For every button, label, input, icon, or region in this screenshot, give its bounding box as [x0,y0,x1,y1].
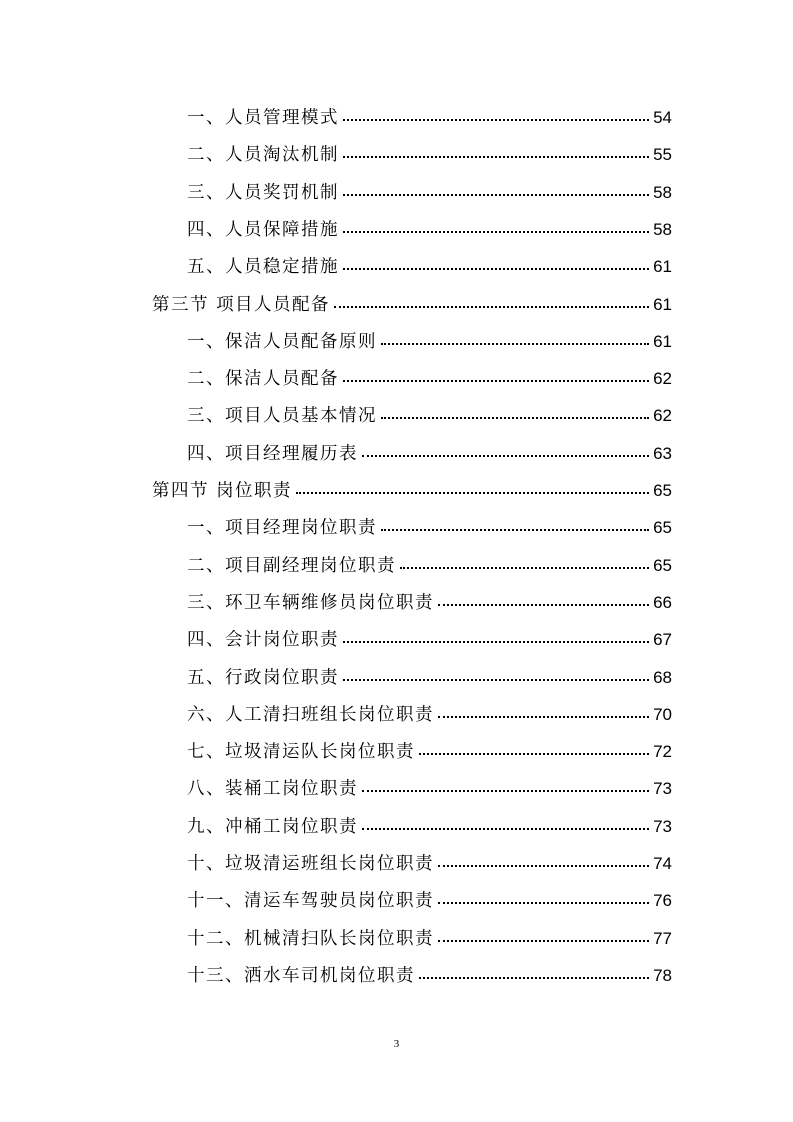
toc-dot-leader [419,753,649,755]
toc-entry-label: 一、项目经理岗位职责 [187,518,377,539]
toc-dot-leader [343,194,649,196]
toc-entry-page: 68 [653,667,672,687]
toc-entry-label: 第三节 项目人员配备 [152,294,331,315]
toc-entry[interactable] [187,179,672,216]
toc-entry[interactable] [152,477,672,514]
toc-entry-page: 58 [653,182,672,202]
toc-entry[interactable] [187,365,672,402]
toc-entry[interactable] [187,813,672,850]
toc-entry-page: 61 [653,331,672,351]
toc-dot-leader [362,790,649,792]
toc-entry-page: 58 [653,219,672,239]
toc-dot-leader [400,567,649,569]
toc-entry-page: 63 [653,443,672,463]
toc-dot-leader [381,417,649,419]
toc-entry-page: 78 [653,965,672,985]
toc-dot-leader [343,119,649,121]
toc-entry-page: 73 [653,816,672,836]
toc-entry-page: 62 [653,406,672,426]
toc-entry-page: 74 [653,854,672,873]
toc-entry-label: 四、人员保障措施 [187,219,339,240]
toc-entry[interactable] [187,440,672,477]
toc-entry-page: 67 [653,630,672,650]
toc-dot-leader [334,306,649,308]
toc-dot-leader [438,902,649,904]
toc-entry[interactable] [187,775,672,812]
toc-entry[interactable] [187,104,672,141]
toc-entry[interactable] [187,701,672,738]
toc-entry[interactable] [187,664,672,701]
toc-entry-page: 61 [653,294,672,314]
toc-entry-page: 77 [653,928,672,948]
toc-entry-label: 十二、机械清扫队长岗位职责 [187,928,434,949]
toc-dot-leader [362,455,649,457]
toc-dot-leader [343,231,649,233]
toc-entry[interactable] [187,514,672,551]
toc-entry-label: 七、垃圾清运队长岗位职责 [187,742,415,763]
toc-entry-label: 三、人员奖罚机制 [187,182,339,203]
toc-entry-label: 六、人工清扫班组长岗位职责 [187,704,434,725]
toc-entry[interactable] [187,589,672,626]
toc-entry-page: 62 [653,369,672,389]
toc-entry-page: 55 [653,145,672,165]
toc-entry-label: 第四节 岗位职责 [152,481,293,501]
toc-entry-page: 54 [653,108,672,127]
toc-entry-page: 76 [653,891,672,911]
toc-entry[interactable] [187,328,672,365]
toc-entry[interactable] [187,738,672,775]
toc-dot-leader [343,679,649,681]
toc-entry-label: 四、项目经理履历表 [187,443,358,464]
toc-entry[interactable] [187,552,672,589]
toc-entry-label: 一、人员管理模式 [187,108,339,128]
toc-dot-leader [296,492,649,494]
toc-entry-page: 70 [653,704,672,724]
toc-entry-label: 二、人员淘汰机制 [187,145,339,166]
toc-entry[interactable] [187,253,672,290]
toc-dot-leader [362,828,649,830]
toc-entry-label: 三、环卫车辆维修员岗位职责 [187,592,434,613]
toc-entry[interactable] [187,402,672,439]
toc-dot-leader [381,343,649,345]
toc-entry-page: 65 [653,481,672,500]
toc-entry-label: 二、项目副经理岗位职责 [187,555,396,576]
toc-entry-label: 二、保洁人员配备 [187,369,339,390]
toc-dot-leader [381,529,649,531]
toc-entry-label: 一、保洁人员配备原则 [187,331,377,352]
toc-entry[interactable] [152,291,672,328]
toc-entry-page: 65 [653,518,672,538]
toc-entry-label: 十、垃圾清运班组长岗位职责 [187,854,434,874]
toc-dot-leader [438,716,649,718]
toc-entry-label: 十一、清运车驾驶员岗位职责 [187,891,434,912]
toc-dot-leader [343,641,649,643]
toc-entry[interactable] [187,626,672,663]
page-number: 3 [393,1038,400,1050]
toc-entry-page: 66 [653,592,672,612]
toc-entry[interactable] [187,887,672,924]
toc-entry-label: 四、会计岗位职责 [187,630,339,651]
toc-entry-page: 72 [653,742,672,762]
toc-entry-label: 五、人员稳定措施 [187,257,339,278]
toc-entry-page: 65 [653,555,672,575]
toc-entry-label: 十三、洒水车司机岗位职责 [187,965,415,986]
toc-dot-leader [343,268,649,270]
toc-entry[interactable] [187,850,672,887]
toc-entry-label: 九、冲桶工岗位职责 [187,816,358,837]
toc-entry[interactable] [187,141,672,178]
toc-entry-label: 五、行政岗位职责 [187,667,339,688]
toc-dot-leader [343,380,649,382]
toc-entry[interactable] [187,925,672,962]
toc-dot-leader [438,865,649,867]
toc-entry[interactable] [187,216,672,253]
toc-dot-leader [343,156,649,158]
toc-dot-leader [438,940,649,942]
toc-entry-label: 三、项目人员基本情况 [187,406,377,427]
toc-dot-leader [419,977,649,979]
toc-entry-page: 61 [653,257,672,277]
toc-entry-label: 八、装桶工岗位职责 [187,779,358,800]
toc-entry[interactable] [187,962,672,999]
toc-entry-page: 73 [653,779,672,799]
toc-dot-leader [438,604,649,606]
